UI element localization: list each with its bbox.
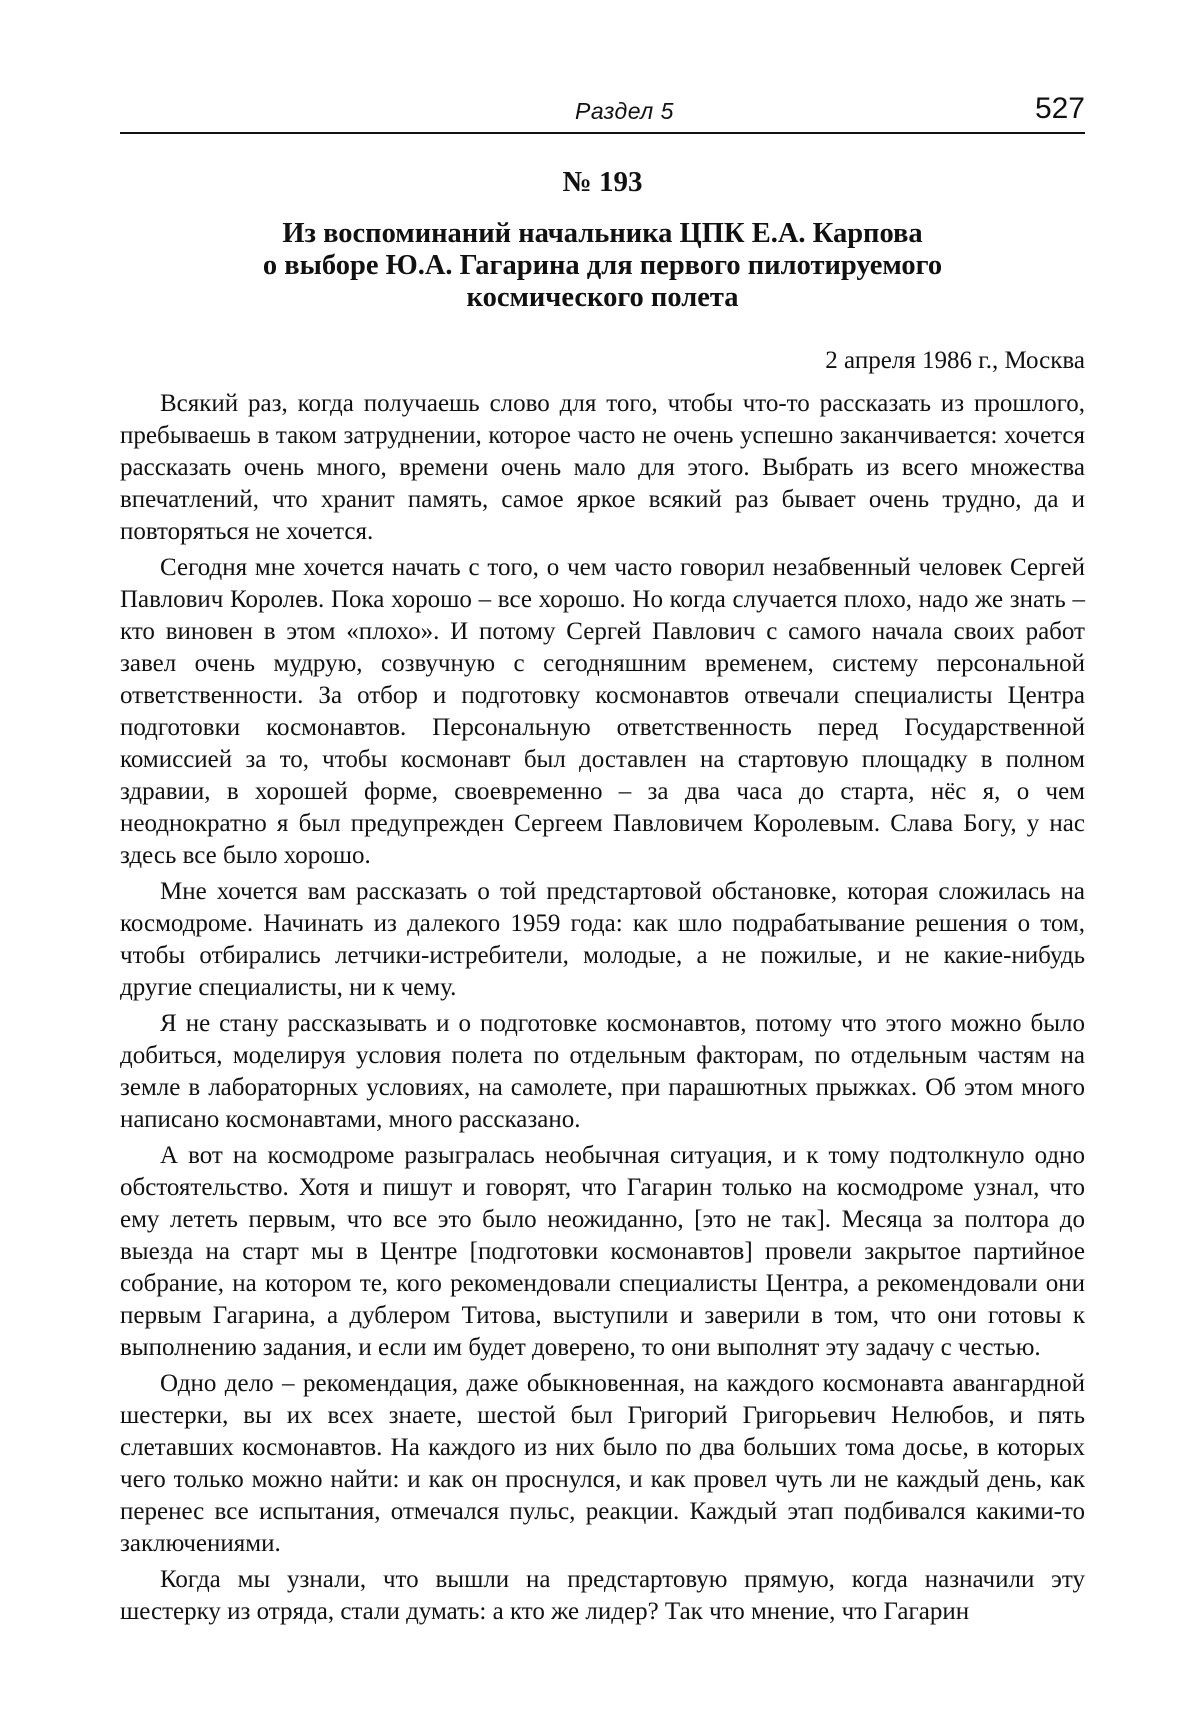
paragraph: Всякий раз, когда получаешь слово для того, чтобы что-то рассказать из прошлого, пребываешь в таком затруднении, которое часто не очень успешно заканчивается: хочется рассказать очень много, времени очень мало для этого. Выбрать из всего множества впечатлений, что хранит память, самое яркое всякий раз бывает очень трудно, да и повторяться не хочется. (120, 390, 1085, 545)
paragraph: Когда мы узнали, что вышли на предстартовую прямую, когда назначили эту шестерку из отряда, стали думать: а кто же лидер? Так что мнение, что Гагарин (120, 1566, 1085, 1625)
paragraph: Одно дело – рекомендация, даже обыкновенная, на каждого космонавта авангардной шестерки, вы их всех знаете, шестой был Григорий Григорьевич Нелюбов, и пять слетавших космонавтов. На каждого из них было по два больших тома досье, в которых чего только можно найти: и как он проснулся, и как провел чуть ли не каждый день, как перенес все испытания, отмечался пульс, реакции. Каждый этап подбивался какими-то заключениями. (120, 1370, 1085, 1557)
document-title-line: о выборе Ю.А. Гагарина для первого пилотируемого (262, 250, 943, 281)
paragraph: А вот на космодроме разыгралась необычная ситуация, и к тому подтолкнуло одно обстоятельство. Хотя и пишут и говорят, что Гагарин только на космодроме узнал, что ему лететь первым, что все это было неожиданно, [это не так]. Месяца за полтора до выезда на старт мы в Центре [подготовки космонавтов] провели закрытое партийное собрание, на котором те, кого рекомендовали специалисты Центра, а рекомендовали они первым Гагарина, а дублером Титова, выступили и заверили в том, что они готовы к выполнению задания, и если им будет доверено, то они выполнят эту задачу с честью. (120, 1142, 1085, 1361)
page-number: 527 (1034, 92, 1085, 125)
paragraph: Мне хочется вам рассказать о той предстартовой обстановке, которая сложилась на космодроме. Начинать из далекого 1959 года: как шло подрабатывание решения о том, чтобы отбирались летчики-истребители, молодые, а не пожилые, и не какие-нибудь другие специалисты, ни к чему. (120, 878, 1085, 1001)
document-title-line: Из воспоминаний начальника ЦПК Е.А. Карпова (282, 218, 923, 249)
paragraph: Сегодня мне хочется начать с того, о чем часто говорил незабвенный человек Сергей Павлович Королев. Пока хорошо – все хорошо. Но когда случается плохо, надо же знать – кто виновен в этом «плохо». И потому Сергей Павлович с самого начала своих работ завел очень мудрую, созвучную с сегодняшним временем, систему персональной ответственности. За отбор и подготовку космонавтов отвечали специалисты Центра подготовки космонавтов. Персональную ответственность перед Государственной комиссией за то, чтобы космонавт был доставлен на стартовую площадку в полном здравии, в хорошей форме, своевременно – за два часа до старта, нёс я, о чем неоднократно я был предупрежден Сергеем Павловичем Королевым. Слава Богу, у нас здесь все было хорошо. (120, 554, 1085, 869)
body-text (120, 388, 1085, 1632)
document-title-line: космического полета (466, 282, 739, 313)
document-title (200, 218, 1005, 314)
running-head (120, 92, 1085, 132)
paragraph: Я не стану рассказывать и о подготовке космонавтов, потому что этого можно было добиться, моделируя условия полета по отдельным факторам, по отдельным частям на земле в лабораторных условиях, на самолете, при парашютных прыжках. Об этом много написано космонавтами, много рассказано. (120, 1010, 1085, 1133)
dateline: 2 апреля 1986 г., Москва (825, 347, 1085, 374)
document-number: № 193 (562, 166, 643, 198)
section-label: Раздел 5 (575, 98, 674, 124)
header-rule (120, 132, 1085, 134)
